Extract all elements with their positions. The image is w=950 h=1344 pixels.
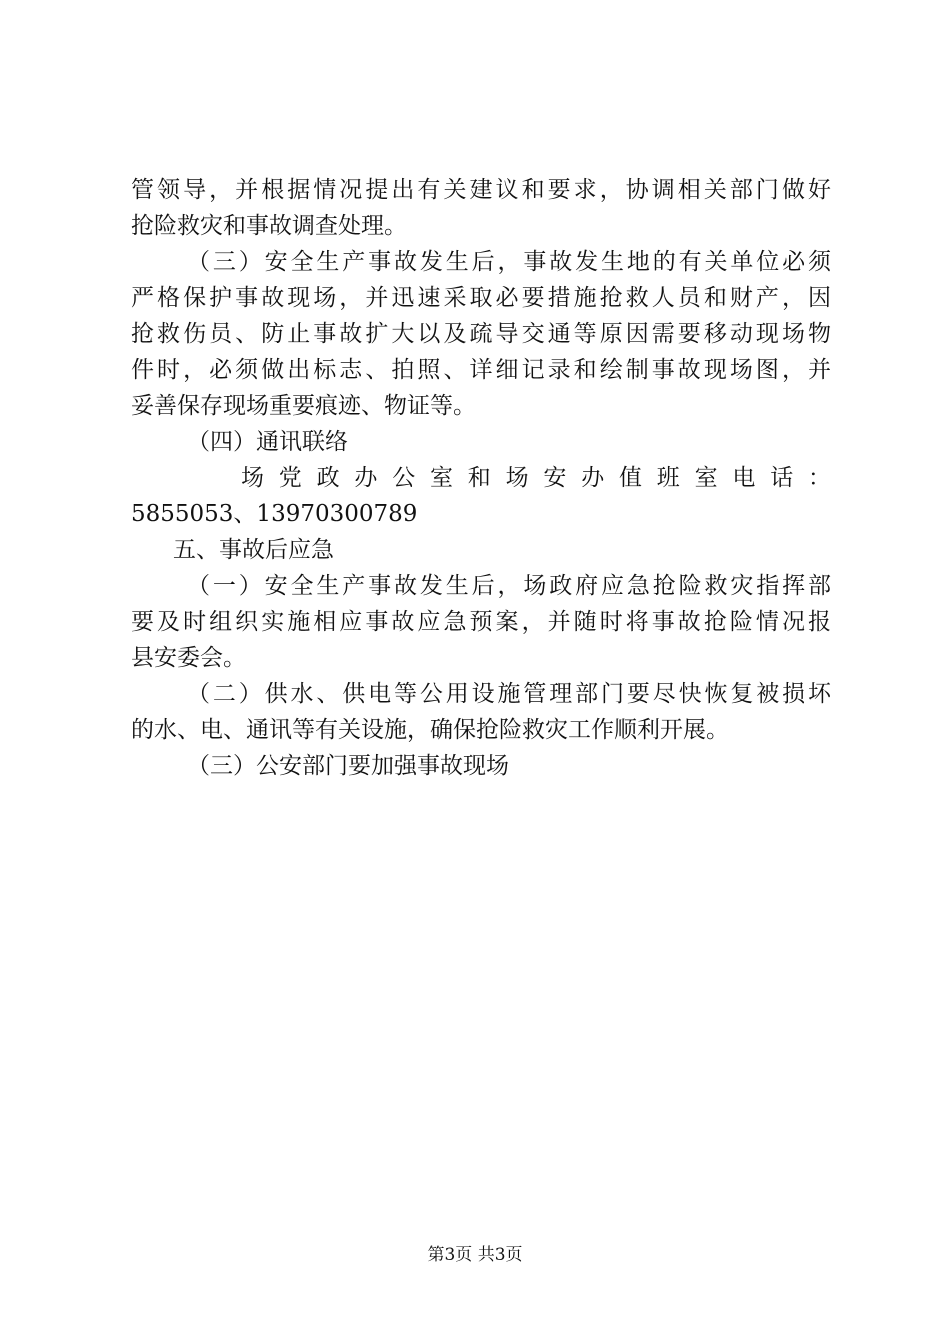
document-body [131, 172, 831, 784]
text-line: 妥善保存现场重要痕迹、物证等。 [131, 393, 476, 419]
text-line: 场党政办公室和场安办值班室电话： [241, 465, 831, 491]
text-line: （三）安全生产事故发生后，事故发生地的有关单位必须 [187, 249, 831, 275]
text-line: 抢救伤员、防止事故扩大以及疏导交通等原因需要移动现场物 [131, 321, 831, 347]
text-line: （二）供水、供电等公用设施管理部门要尽快恢复被损坏 [187, 681, 831, 707]
section-heading: 五、事故后应急 [173, 537, 334, 563]
text-line: 抢险救灾和事故调查处理。 [131, 213, 407, 239]
phone-numbers: 5855053、13970300789 [131, 501, 418, 527]
text-line: 件时，必须做出标志、拍照、详细记录和绘制事故现场图，并 [131, 357, 831, 383]
text-line: 要及时组织实施相应事故应急预案，并随时将事故抢险情况报 [131, 609, 831, 635]
text-line: 严格保护事故现场，并迅速采取必要措施抢救人员和财产，因 [131, 285, 831, 311]
text-line: 的水、电、通讯等有关设施，确保抢险救灾工作顺利开展。 [131, 717, 729, 743]
text-line: （一）安全生产事故发生后，场政府应急抢险救灾指挥部 [187, 573, 831, 599]
page-number-footer: 第3页 共3页 [427, 1245, 523, 1265]
text-line: 县安委会。 [131, 645, 246, 671]
section-heading: （四）通讯联络 [187, 429, 348, 455]
text-line: 管领导，并根据情况提出有关建议和要求，协调相关部门做好 [131, 177, 831, 203]
text-line: （三）公安部门要加强事故现场 [187, 753, 509, 779]
